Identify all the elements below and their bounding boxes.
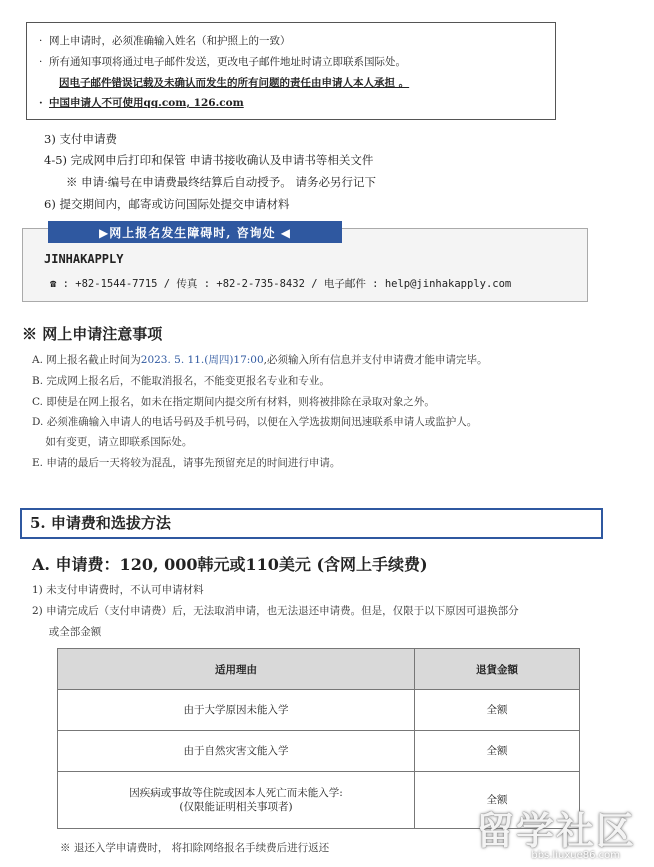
notice-box xyxy=(26,22,556,120)
table-row xyxy=(58,731,580,772)
section-5-header: 5. 申请费和选拔方法 xyxy=(20,508,603,539)
row-reason-line1: 因疾病或事故等住院或因本人死亡而未能入学: xyxy=(129,787,343,799)
step-3: 3) 支付申请费 xyxy=(44,132,117,146)
contact-details: ☎ : +82-1544-7715 / 传真 : +82-2-735-8432 / 电子邮件 : help@jinhakapply.com xyxy=(50,278,512,290)
row-amount: 全额 xyxy=(415,731,580,772)
fee-title: A. 申请费：120, 000韩元或110美元 (含网上手续费) xyxy=(32,555,428,574)
row-reason xyxy=(58,772,415,829)
notice-line-1: · 网上申请时，必须准确输入姓名（和护照上的一致） xyxy=(39,35,291,47)
row-amount: 全额 xyxy=(415,690,580,731)
row-reason: 由于大学原因未能入学 xyxy=(58,690,415,731)
row-reason: 由于自然灾害文能入学 xyxy=(58,731,415,772)
header-amount: 退貨金額 xyxy=(415,649,580,690)
notes-title: ※ 网上申请注意事项 xyxy=(22,325,163,343)
watermark-logo: 留学社区 xyxy=(475,809,636,853)
table-row xyxy=(58,690,580,731)
fee-item-1: 1) 未支付申请费时，不认可申请材料 xyxy=(32,584,204,596)
step-4-5-note: ※ 申请·编号在申请费最终结算后自动授予。 请务必另行记下 xyxy=(66,175,376,189)
notes-item-d: D. 必须准确输入申请人的电话号码及手机号码，以便在入学选拔期间迅速联系申请人或监护人。 xyxy=(32,416,478,428)
notes-item-a: A. 网上报名截止时间为2023. 5. 11.(周四)17:00,必须输入所有信息并支付申请费才能申请完毕。 xyxy=(32,354,488,366)
header-reason: 适用理由 xyxy=(58,649,415,690)
watermark-url: bbs.liuxue86.com xyxy=(531,850,620,861)
step-6: 6) 提交期间内，邮寄或访问国际处提交申请材料 xyxy=(44,197,290,211)
notice-line-4: · 中国申请人不可使用qq.com, 126.com xyxy=(39,97,244,109)
notes-item-c: C. 即使是在网上报名，如未在指定期间内提交所有材料，则将被排除在录取对象之外。 xyxy=(32,396,435,408)
notes-item-b: B. 完成网上报名后，不能取消报名，不能变更报名专业和专业。 xyxy=(32,375,330,387)
row-amount: 全额 xyxy=(415,772,580,829)
row-reason-line2: (仅限能证明相关事项者) xyxy=(179,801,293,813)
step-4-5: 4-5) 完成网申后打印和保管 申请书接收确认及申请书等相关文件 xyxy=(44,153,374,167)
fee-item-2-cont: 或全部金额 xyxy=(32,626,102,638)
notes-item-e: E. 申请的最后一天将较为混乱，请事先预留充足的时间进行申请。 xyxy=(32,457,341,469)
notice-line-2: · 所有通知事项将通过电子邮件发送，更改电子邮件地址时请立即联系国际处。 xyxy=(39,56,406,68)
footer-note: ※ 退还入学申请费时， 将扣除网络报名手续费后进行返还 xyxy=(60,842,330,854)
contact-org: JINHAKAPPLY xyxy=(44,252,124,266)
contact-banner: ▶网上报名发生障碍时, 咨询处 ◀ xyxy=(48,221,342,243)
notice-line-3: 因电子邮件错误记载及未确认而发生的所有问题的责任由申请人本人承担 。 xyxy=(59,77,410,89)
notes-item-d-cont: 如有变更，请立即联系国际处。 xyxy=(32,436,193,448)
fee-item-2: 2) 申请完成后（支付申请费）后，无法取消申请，也无法退还申请费。但是，仅限于以下原因可退换部分 xyxy=(32,605,519,617)
table-header-row xyxy=(58,649,580,690)
